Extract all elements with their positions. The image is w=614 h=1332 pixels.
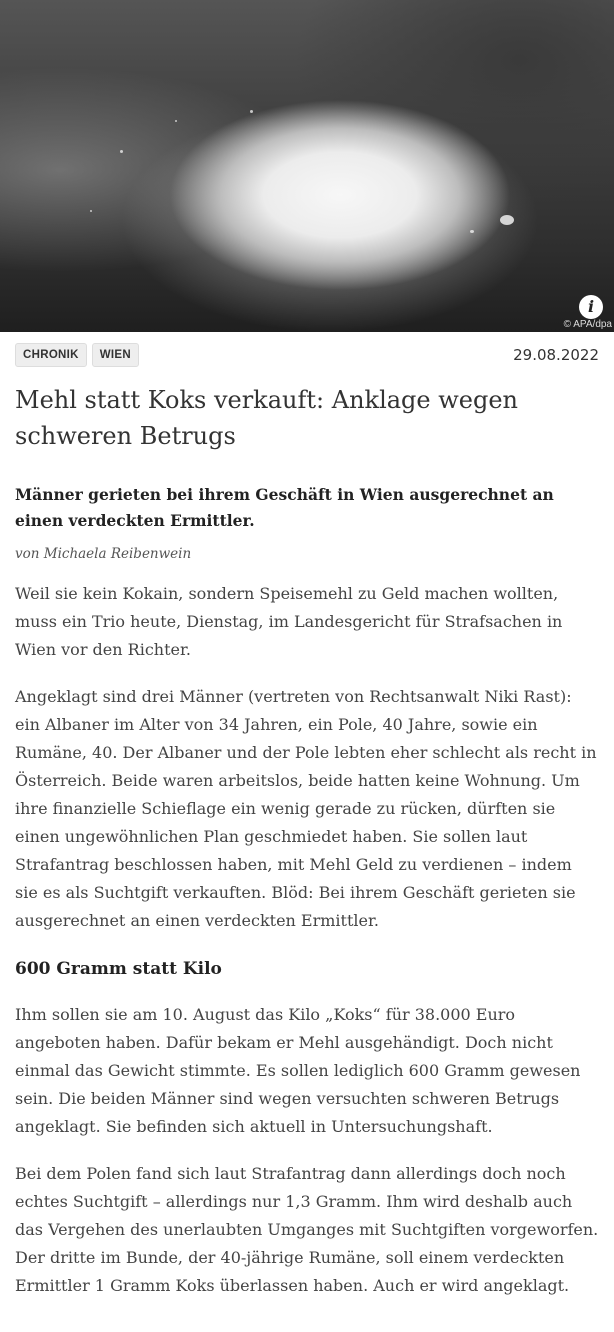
body-paragraph: Ihm sollen sie am 10. August das Kilo „Koks“ für 38.000 Euro angeboten haben. Dafür bekam er Mehl ausgehändigt. Doch nicht einmal das Gewicht stimmte. Es sollen lediglich 600 Gramm gewesen sein. Die beiden Männer sind wegen versuchten schweren Betrugs angeklagt. Sie befinden sich aktuell in Untersuchungshaft. [15,1005,581,1136]
tag-wien[interactable]: WIEN [92,343,139,367]
article-lead: Männer gerieten bei ihrem Geschäft in Wien ausgerechnet an einen verdeckten Ermittler. [15,485,554,530]
author-byline: von Michaela Reibenwein [15,546,192,562]
article-hero-image [0,0,614,332]
info-icon[interactable]: i [579,295,603,319]
publish-date: 29.08.2022 [513,346,599,364]
body-paragraph: Bei dem Polen fand sich laut Strafantrag dann allerdings doch noch echtes Suchtgift – allerdings nur 1,3 Gramm. Ihm wird deshalb auch das Vergehen des unerlaubten Umganges mit Suchtgiften vorgeworfen. Der dritte im Bunde, der 40-jährige Rumäne, soll einem verdeckten Ermittler 1 Gramm Koks überlassen haben. Auch er wird angeklagt. [15,1164,599,1295]
article-body [0,580,614,1300]
body-paragraph: Weil sie kein Kokain, sondern Speisemehl zu Geld machen wollten, muss ein Trio heute, Dienstag, im Landesgericht für Strafsachen in Wien vor den Richter. [15,584,563,659]
body-paragraph: Angeklagt sind drei Männer (vertreten von Rechtsanwalt Niki Rast): ein Albaner im Alter von 34 Jahren, ein Pole, 40 Jahre, sowie ein Rumäne, 40. Der Albaner und der Pole lebten eher schlecht als recht in Österreich. Beide waren arbeitslos, beide hatten keine Wohnung. Um ihre finanzielle Schieflage ein wenig gerade zu rücken, dürften sie einen ungewöhnlichen Plan geschmiedet haben. Sie sollen laut Strafantrag beschlossen haben, mit Mehl Geld zu verdienen – indem sie es als Suchtgift verkauften. Blöd: Bei ihrem Geschäft gerieten sie ausgerechnet an einen verdeckten Ermittler. [15,687,597,930]
tag-list [15,343,139,367]
article-meta [0,332,614,378]
section-heading: 600 Gramm statt Kilo [15,959,222,979]
image-credit: © APA/dpa [563,319,612,330]
tag-chronik[interactable]: CHRONIK [15,343,87,367]
article-title: Mehl statt Koks verkauft: Anklage wegen schweren Betrugs [15,386,519,450]
